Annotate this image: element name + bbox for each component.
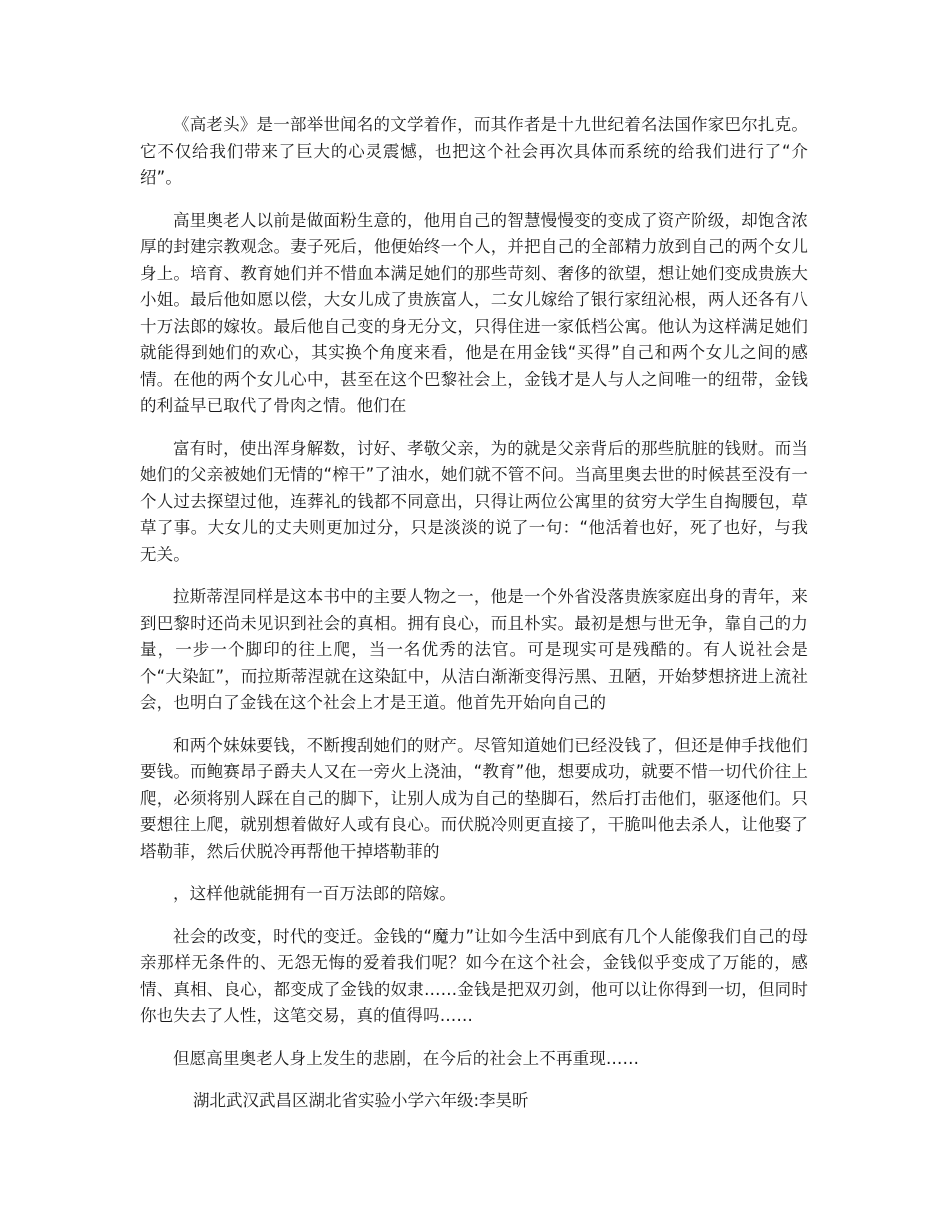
paragraph-intro: 《高老头》是一部举世闻名的文学着作，而其作者是十九世纪着名法国作家巴尔扎克。它不仅给我们带来了巨大的心灵震憾，也把这个社会再次具体而系统的给我们进行了“介绍”。 <box>140 115 808 187</box>
paragraph-dowry: ，这样他就能拥有一百万法郎的陪嫁。 <box>173 884 457 903</box>
paragraph-goriot: 高里奥老人以前是做面粉生意的，他用自己的智慧慢慢变的变成了资产阶级，却饱含浓厚的封建宗教观念。妻子死后，他便始终一个人，并把自己的全部精力放到自己的两个女儿身上。培育、教育她们并不惜血本满足她们的那些苛刻、奢侈的欲望，想让她们变成贵族大小姐。最后他如愿以偿，大女儿成了贵族富人，二女儿嫁给了银行家纽沁根，两人还各有八十万法郎的嫁妆。最后他自己变的身无分文，只得住进一家低档公寓。他认为这样满足她们就能得到她们的欢心，其实换个角度来看，他是在用金钱“买得”自己和两个女儿之间的感情。在他的两个女儿心中，甚至在这个巴黎社会上，金钱才是人与人之间唯一的纽带，金钱的利益早已取代了骨肉之情。他们在 <box>140 210 808 415</box>
document-body <box>140 112 808 1115</box>
paragraph-sisters: 和两个妹妹要钱，不断搜刮她们的财产。尽管知道她们已经没钱了，但还是伸手找他们要钱。而鲍赛昂子爵夫人又在一旁火上浇油，“教育”他，想要成功，就要不惜一切代价往上爬，必须将别人踩在自己的脚下，让别人成为自己的垫脚石，然后打击他们，驱逐他们。只要想往上爬，就别想着做好人或有良心。而伏脱冷则更直接了，干脆叫他去杀人，让他娶了塔勒菲，然后伏脱冷再帮他干掉塔勒菲的 <box>140 735 808 861</box>
author-signature: 湖北武汉武昌区湖北省实验小学六年级:李昊昕 <box>193 1091 529 1110</box>
paragraph-wish: 但愿高里奥老人身上发生的悲剧，在今后的社会上不再重现…… <box>173 1048 640 1068</box>
paragraph-rastignac: 拉斯蒂涅同样是这本书中的主要人物之一，他是一个外省没落贵族家庭出身的青年，来到巴黎时还尚未见识到社会的真相。拥有良心，而且朴实。最初是想与世无争，靠自己的力量，一步一个脚印的往上爬，当一名优秀的法官。可是现实可是残酷的。有人说社会是个“大染缸”，而拉斯蒂涅就在这染缸中，从洁白渐渐变得污黑、丑陋，开始梦想挤进上流社会，也明白了金钱在这个社会上才是王道。他首先开始向自己的 <box>140 587 808 712</box>
paragraph-daughters: 富有时，使出浑身解数，讨好、孝敬父亲，为的就是父亲背后的那些肮脏的钱财。而当她们的父亲被她们无情的“榨干”了油水，她们就不管不问。当高里奥去世的时候甚至没有一个人过去探望过他，连葬礼的钱都不同意出，只得让两位公寓里的贫穷大学生自掏腰包，草草了事。大女儿的丈夫则更加过分，只是淡淡的说了一句：“他活着也好，死了也好，与我无关。 <box>140 438 808 564</box>
paragraph-society: 社会的改变，时代的变迁。金钱的“魔力”让如今生活中到底有几个人能像我们自己的母亲那样无条件的、无怨无悔的爱着我们呢？如今在这个社会，金钱似乎变成了万能的，感情、真相、良心，都变成了金钱的奴隶……金钱是把双刃剑，他可以让你得到一切，但同时你也失去了人性，这笔交易，真的值得吗…… <box>140 926 808 1025</box>
